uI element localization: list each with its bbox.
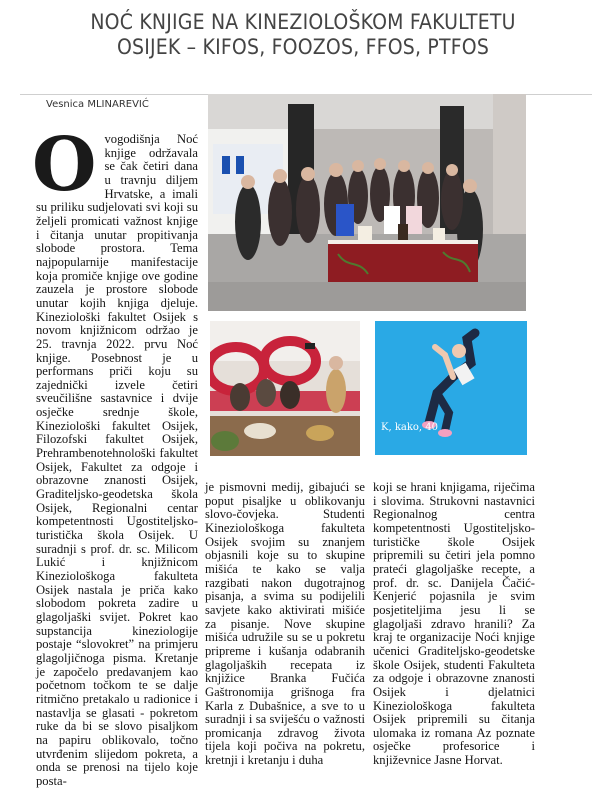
group-photo-illustration (208, 94, 526, 311)
headline-line-2: OSIJEK – KIFOS, FOOZOS, FFOS, PTFOS (116, 35, 490, 59)
author-byline: Vesnica MLINAREVIĆ (46, 99, 149, 110)
library-photo (210, 321, 360, 456)
article-column-1 (32, 122, 198, 789)
group-photo (208, 94, 526, 311)
article-column-2: je pismovni medij, gibajući se poput pisaljke u oblikovanju slovo-čovjeka. Studenti Kineziološkoga fakulteta Osijek svojim su znanjem objasnili koje su to skupine mišića te kako se valja razgibati nakon dugotrajnog pisanja, a svima su podijelili savjete kako aktivirati mišiće za pisanje. Nove skupine mišića udružile su se u pokretu pripreme i kušanja odabranih glagoljaških recepata iz knjižice Branka Fučića Gaštronomija grišnoga fra Karla z Dubašnice, a sve to u suradnji i sa sviješću o važnosti promicanja zdravog života tijela koji počiva na pokretu, kretnji i kretanju i duha (205, 480, 365, 768)
article-column-3: koji se hrani knjigama, riječima i slovima. Strukovni nastavnici Regionalnog centra kompetentnosti Ugostiteljsko-turističke škole Osijek pripremili su četiri jela pomno prateći glagoljaške recepte, a prof. dr. sc. Danijela Čačić-Kenjerić pojasnila je svim posjetiteljima jesu li se glagoljaši zdravo hranili? Za kraj te organizacije Noći knjige učenici Graditeljsko-geodetske škole Osijek, studenti Fakulteta za odgoje i obrazovne znanosti Osijek i djelatnici Kineziološkoga fakulteta Osijek pripremili su čitanja ulomaka iz romana Az poznate osječke profesorice i književnice Jasne Horvat. (373, 480, 535, 768)
yoga-figure-illustration (375, 321, 527, 455)
article-column-1-text: vogodišnja Noć knjige održavala se čak četiri dana u travnju diljem Hrvatske, a imali su priliku sudjelovati svi koji su željeli promicati važnost knjige i čitanja unutar propitivanja slobode prostora. Tema najpopularnije manifestacije koja promiče knjige ove godine zauzela je prostore slobode unutar kojih knjiga djeluje. Kineziološki fakultet Osijek s novom knjižnicom održao je 25. travnja 2022. prvu Noć knjige. Posebnost je u performans priči koju su zajednički izvele četiri sveučilišne sastavnice i dvije osječke srednje škole, Kineziološki fakultet Osijek, Filozofski fakultet Osijek, Prehrambenotehnološki fakultet Osijek, Fakultet za odgoje i obrazovne znanosti Osijek, Graditeljsko-geodetska škola Osijek, Regionalni centar kompetentnosti Ugostiteljsko-turistička škola Osijek. U suradnji s prof. dr. sc. Milicom Lukić i knjižnicom Kineziološkoga fakulteta Osijek nastala je priča kako slobodom pokreta zadire u glagoljaški svijet. Pokret kao supstancija kineziologije postaje “slovokret” na primjeru glagoljičnoga pisma. Kretanje je započelo predavanjem kao početnom točkom te se dalje ritmično pretakalo u radionice i nastavlja se glasati - pokretom ruke da bi se slovo pisaljkom na papiru oblikovalo, točno utvrđenim slijedom pokreta, a onda se prenosi na tijelo koje posta- (36, 132, 198, 788)
yoga-photo (375, 321, 527, 455)
headline (0, 10, 606, 60)
library-photo-illustration (210, 321, 360, 456)
drop-cap: O (32, 122, 97, 208)
yoga-caption: K, kako, 40 (381, 422, 439, 433)
headline-line-1: NOĆ KNJIGE NA KINEZIOLOŠKOM FAKULTETU (90, 10, 516, 34)
